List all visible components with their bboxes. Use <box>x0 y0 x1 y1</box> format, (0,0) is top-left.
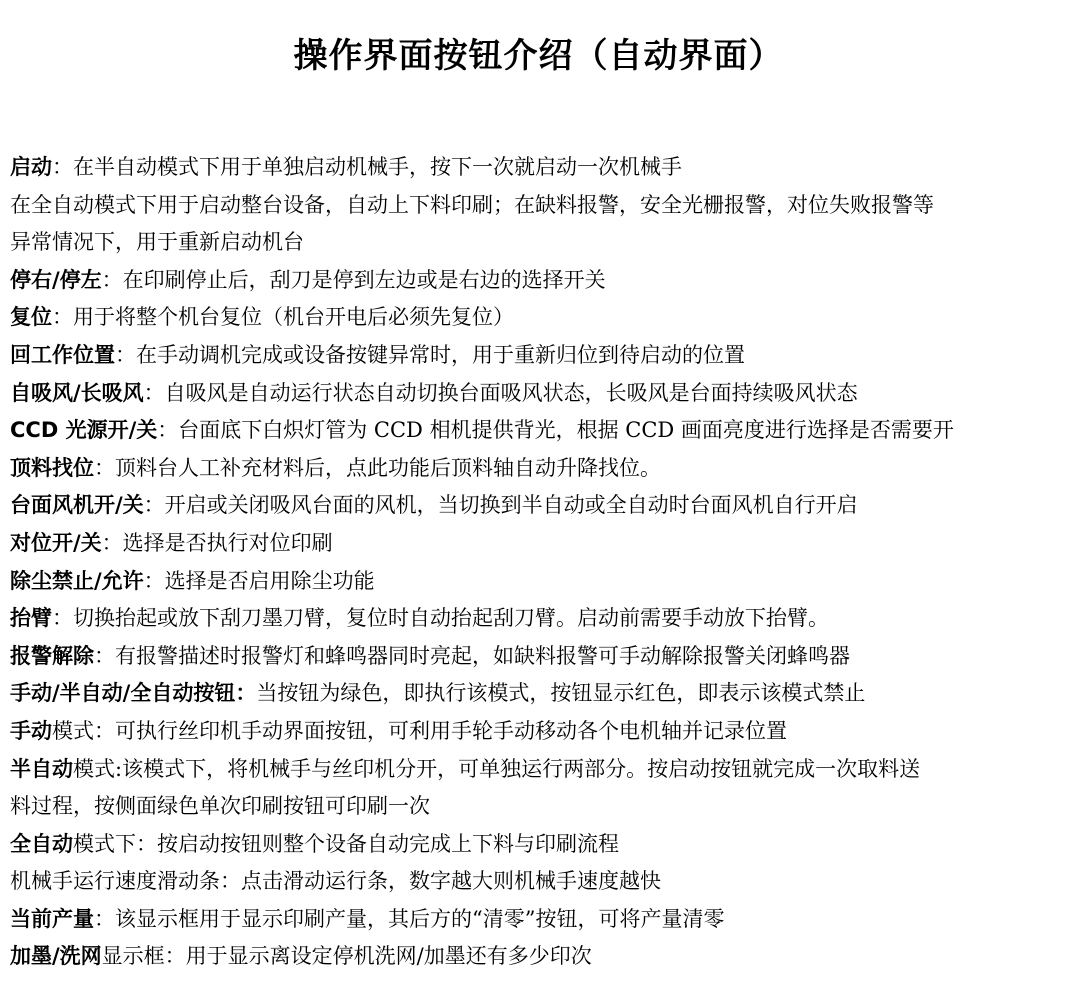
text-line <box>10 751 1070 789</box>
page-title: 操作界面按钮介绍（自动界面） <box>293 36 784 76</box>
term-description: ：开启或关闭吸风台面的风机，当切换到半自动或全自动时台面风机自行开启 <box>143 493 858 518</box>
term-label: 手动 <box>10 718 52 743</box>
text-line <box>10 224 1070 262</box>
term-description: ：切换抬起或放下刮刀墨刀臂，复位时自动抬起刮刀臂。启动前需要手动放下抬臂。 <box>52 606 829 631</box>
text-line <box>10 938 1070 976</box>
text-line <box>10 675 1070 713</box>
term-label: 启动 <box>10 155 52 179</box>
term-label: 台面风机开/关 <box>10 493 144 518</box>
term-description: ：在手动调机完成或设备按键异常时，用于重新归位到待启动的位置 <box>115 342 745 367</box>
text-line <box>10 450 1070 488</box>
term-description: ：台面底下白炽灯管为 CCD 相机提供背光，根据 CCD 画面亮度进行选择是否需要开 <box>157 418 954 443</box>
term-label: 顶料找位 <box>10 455 94 480</box>
term-description: 模式:该模式下，将机械手与丝印机分开，可单独运行两部分。按启动按钮就完成一次取料送 <box>73 756 921 781</box>
term-label: 自吸风/长吸风 <box>10 380 144 405</box>
text-line <box>10 487 1070 525</box>
text-line <box>10 863 1070 901</box>
document-body <box>10 149 1070 976</box>
text-line <box>10 262 1070 300</box>
text-line <box>10 149 1070 187</box>
term-description: ：用于将整个机台复位（机台开电后必须先复位） <box>52 305 514 330</box>
term-description: 料过程，按侧面绿色单次印刷按钮可印刷一次 <box>10 794 430 819</box>
term-description: ：有报警描述时报警灯和蜂鸣器同时亮起，如缺料报警可手动解除报警关闭蜂鸣器 <box>94 643 850 668</box>
term-label: 全自动 <box>10 831 73 856</box>
term-description: ：在印刷停止后，刮刀是停到左边或是右边的选择开关 <box>101 267 606 292</box>
term-label: 对位开/关 <box>10 530 102 555</box>
text-line <box>10 713 1070 751</box>
term-label: 报警解除 <box>10 643 94 668</box>
term-description: ：在半自动模式下用于单独启动机械手，按下一次就启动一次机械手 <box>52 155 682 179</box>
term-description: 在全自动模式下用于启动整台设备，自动上下料印刷；在缺料报警，安全光栅报警，对位失败报警等 <box>10 192 934 217</box>
term-description: ：顶料台人工补充材料后，点此功能后顶料轴自动升降找位。 <box>94 455 661 480</box>
text-line <box>10 375 1070 413</box>
term-description: 模式下：按启动按钮则整个设备自动完成上下料与印刷流程 <box>73 831 619 856</box>
term-label: 除尘禁止/允许 <box>10 568 144 593</box>
term-description: ：选择是否启用除尘功能 <box>143 568 375 593</box>
text-line <box>10 412 1070 450</box>
term-label: 复位 <box>10 305 52 330</box>
text-line <box>10 901 1070 939</box>
text-line <box>10 299 1070 337</box>
term-label: 回工作位置 <box>10 342 115 367</box>
term-label: 当前产量 <box>10 906 94 931</box>
text-line <box>10 525 1070 563</box>
term-description: 模式：可执行丝印机手动界面按钮，可利用手轮手动移动各个电机轴并记录位置 <box>52 718 787 743</box>
text-line <box>10 600 1070 638</box>
term-label: 手动/半自动/全自动按钮： <box>10 681 257 706</box>
text-line <box>10 563 1070 601</box>
term-description: ：自吸风是自动运行状态自动切换台面吸风状态，长吸风是台面持续吸风状态 <box>143 380 858 405</box>
term-label: 半自动 <box>10 756 73 781</box>
term-description: ：选择是否执行对位印刷 <box>101 530 333 555</box>
term-description: 异常情况下，用于重新启动机台 <box>10 230 304 255</box>
term-description: 显示框：用于显示离设定停机洗网/加墨还有多少印次 <box>101 944 592 969</box>
term-description: 当按钮为绿色，即执行该模式，按钮显示红色，即表示该模式禁止 <box>256 681 866 706</box>
term-label: CCD 光源开/关 <box>10 418 158 443</box>
text-line <box>10 826 1070 864</box>
term-label: 抬臂 <box>10 606 52 631</box>
text-line <box>10 638 1070 676</box>
text-line <box>10 788 1070 826</box>
term-description: 机械手运行速度滑动条：点击滑动运行条，数字越大则机械手速度越快 <box>10 869 661 894</box>
term-description: ：该显示框用于显示印刷产量，其后方的“清零”按钮，可将产量清零 <box>94 906 725 931</box>
term-label: 加墨/洗网 <box>10 944 102 969</box>
text-line <box>10 337 1070 375</box>
term-label: 停右/停左 <box>10 267 102 292</box>
text-line <box>10 187 1070 225</box>
